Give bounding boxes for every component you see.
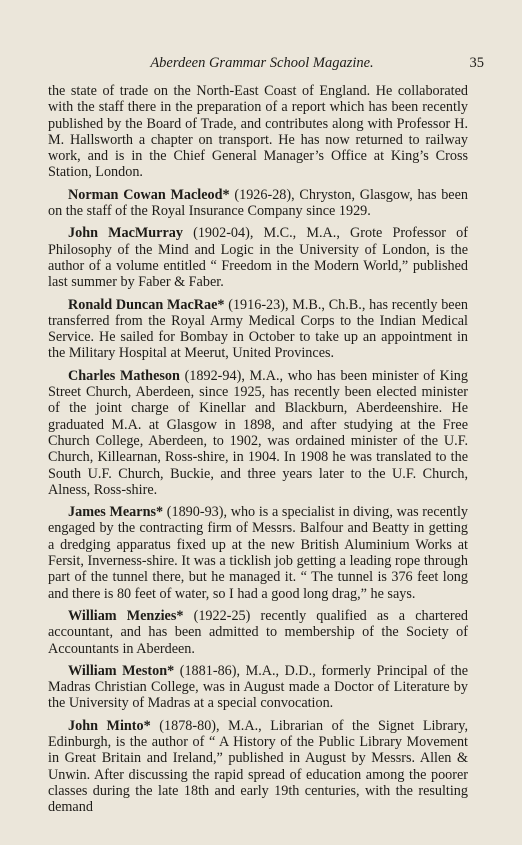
alumni-entry [48,718,468,816]
article-body [48,83,468,821]
entry-name: John MacMurray [68,225,183,242]
entry-text: (1878-80), M.A., Librarian of the Signet Library, Edinburgh, is the author of “ A History of the Public Library Movement in Great Britain and Ireland,” published in August by Messrs. Allen & Unwin. After discussing the rapid spread of education among the poorer classes during the late 18th and early 19th centuries, with the resulting demand [48,717,468,816]
entry-text: (1922-25) recently qualified as a chartered accountant, and has been admitted to membership of the Society of Accountants in Aberdeen. [48,607,469,657]
entry-text: (1892-94), M.A., who has been minister of King Street Church, Aberdeen, since 1925, has recently been elected minister of the joint charge of Kinellar and Blackburn, Aberdeenshire. He graduated M.A. at Glasgow in 1898, and after studying at the Free Church College, Aberdeen, to 1902, was ordained minister of the U.F. Church, Killearnan, Ross-shire, in 1904. In 1908 he was translated to the South U.F. Church, Buckie, and three years later to the U.F. Church, Alness, Ross-shire. [48,367,468,498]
alumni-entry [48,225,468,290]
entry-text: (1926-28), Chryston, Glasgow, has been on the staff of the Royal Insurance Company since 1929. [48,186,468,220]
entry-name: William Meston* [68,662,175,679]
alumni-entry [48,608,468,657]
entry-name: Ronald Duncan MacRae* [68,296,225,313]
alumni-entry [48,368,468,498]
entry-text: (1890-93), who is a specialist in diving, was recently engaged by the contracting firm of Messrs. Balfour and Beatty in getting a dredging apparatus fixed up at the new British Aluminium Works at Fersit, Inverness-shire. It was a ticklish job getting a leading rope through part of the tunnel there, but he managed it. “ The tunnel is 376 feet long and there is 80 feet of water, so I had a good long drag,” he says. [48,504,468,602]
alumni-entry [48,187,468,220]
entry-name: Charles Matheson [68,367,180,384]
entry-text: (1902-04), M.C., M.A., Grote Professor of Philosophy of the Mind and Logic in the University of London, is the author of a volume entitled “ Freedom in the Modern World,” published last summer by Faber & Faber. [48,225,468,291]
continued-paragraph: the state of trade on the North-East Coast of England. He collaborated with the staff there in the preparation of a report which has been recently published by the Board of Trade, and contributes along with Professor H. M. Hallsworth a chapter on transport. He has now returned to railway work, and is in the Chief General Manager’s Office at King’s Cross Station, London. [48,83,468,181]
entry-name: William Menzies* [68,607,184,624]
running-title: Aberdeen Grammar School Magazine. [150,55,374,71]
page-number: 35 [469,55,484,71]
entry-name: James Mearns* [68,504,164,521]
alumni-entry [48,297,468,362]
entry-text: (1916-23), M.B., Ch.B., has recently been transferred from the Royal Army Medical Corps to the Indian Medical Service. He sailed for Bombay in October to take up an appointment in the Military Hospital at Meerut, United Provinces. [48,296,468,362]
entry-text: (1881-86), M.A., D.D., formerly Principal of the Madras Christian College, was in August made a Doctor of Literature by the University of Madras at a special convocation. [48,662,468,712]
alumni-entry [48,504,468,602]
alumni-entry [48,663,468,712]
entry-name: Norman Cowan Macleod* [68,186,230,203]
entry-name: John Minto* [68,717,151,734]
running-header [48,55,484,72]
